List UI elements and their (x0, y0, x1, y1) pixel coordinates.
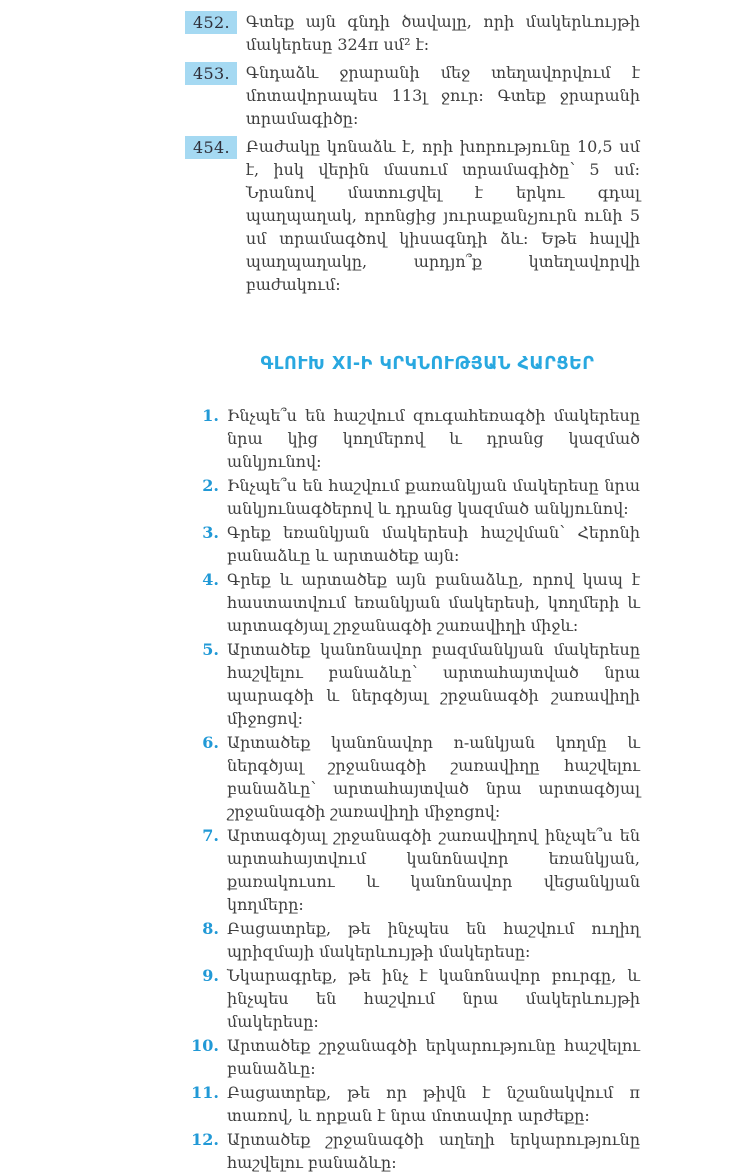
question-text: Բացատրեք, թե ինչպես են հաշվում ուղիղ պրիզմայի մակերևույթի մակերեսը: (227, 919, 640, 961)
question-text: Գրեք և արտածեք այն բանաձևը, որով կապ է հաստատվում եռանկյան մակերեսի, կողմերի և արտագծյալ շրջանագծի շառավիղի միջև: (227, 570, 640, 635)
question-number: 9. (202, 966, 219, 985)
question-item (185, 824, 640, 916)
question-item (185, 1081, 640, 1127)
question-text: Նկարագրեք, թե ինչ է կանոնավոր բուրգը, և ինչպես են հաշվում նրա մակերևույթի մակերեսը: (227, 966, 640, 1031)
problem-number-badge: 453. (185, 62, 237, 85)
question-text: Արտագծյալ շրջանագծի շառավիղով ինչպե՞ս են արտահայտվում կանոնավոր եռանկյան, քառակուսու և կանոնավոր վեցանկյան կողմերը: (227, 826, 640, 914)
question-text: Արտածեք շրջանագծի աղեղի երկարությունը հաշվելու բանաձևը: (227, 1130, 640, 1172)
question-item (185, 731, 640, 823)
problem-text: Բաժակը կոնաձև է, որի խորությունը 10,5 սմ է, իսկ վերին մասում տրամագիծը՝ 5 սմ: Նրանով մատուցվել է երկու գդալ պաղպաղակ, որոնցից յուրաքանչյուրն ունի 5 սմ տրամագծով կիսագնդի ձև: Եթե հալվի պաղպաղակը, արդյո՞ք կտեղավորվի բաժակում: (245, 137, 640, 294)
question-item (185, 521, 640, 567)
question-text: Գրեք եռանկյան մակերեսի հաշվման՝ Հերոնի բանաձևը և արտածեք այն: (227, 523, 640, 565)
review-question-list (185, 404, 640, 1174)
question-text: Արտածեք կանոնավոր բազմանկյան մակերեսը հաշվելու բանաձևը՝ արտահայտված նրա պարագծի և ներգծյալ շրջանագծի շառավիղի միջոցով: (227, 640, 640, 728)
question-item (185, 568, 640, 637)
question-number: 3. (202, 523, 219, 542)
problem-text: Գնդաձև ջրարանի մեջ տեղավորվում է մոտավորապես 113լ ջուր: Գտեք ջրարանի տրամագիծը: (245, 63, 640, 128)
question-text: Ինչպե՞ս են հաշվում քառանկյան մակերեսը նրա անկյունագծերով և դրանց կազմած անկյունով: (227, 476, 640, 518)
question-number: 11. (191, 1083, 219, 1102)
question-number: 2. (202, 476, 219, 495)
problem-number-badge: 454. (185, 136, 237, 159)
question-number: 10. (191, 1036, 219, 1055)
problem-item (185, 135, 640, 296)
question-item (185, 404, 640, 473)
question-number: 1. (202, 406, 219, 425)
question-item (185, 474, 640, 520)
question-item (185, 1128, 640, 1174)
problem-item (185, 10, 640, 56)
chapter-review-heading: ԳԼՈՒԽ XI-Ի ԿՐԿՆՈՒԹՅԱՆ ՀԱՐՑԵՐ (260, 354, 595, 374)
problem-list (185, 10, 640, 296)
problem-number-badge: 452. (185, 11, 237, 34)
question-item (185, 1034, 640, 1080)
question-text: Բացատրեք, թե որ թիվն է նշանակվում π տառով, և որքան է նրա մոտավոր արժեքը: (227, 1083, 640, 1125)
problem-text: Գտեք այն գնդի ծավալը, որի մակերևույթի մակերեսը 324π սմ² է: (245, 12, 640, 54)
question-number: 7. (202, 826, 219, 845)
question-number: 8. (202, 919, 219, 938)
question-number: 5. (202, 640, 219, 659)
problem-item (185, 61, 640, 130)
question-number: 6. (202, 733, 219, 752)
question-text: Ինչպե՞ս են հաշվում զուգահեռագծի մակերեսը նրա կից կողմերով և դրանց կազմած անկյունով: (227, 406, 640, 471)
question-item (185, 964, 640, 1033)
question-text: Արտածեք շրջանագծի երկարությունը հաշվելու բանաձևը: (227, 1036, 640, 1078)
question-item (185, 638, 640, 730)
question-number: 12. (191, 1130, 219, 1149)
question-item (185, 917, 640, 963)
question-number: 4. (202, 570, 219, 589)
question-text: Արտածեք կանոնավոր n-անկյան կողմը և ներգծյալ շրջանագծի շառավիղը հաշվելու բանաձևը՝ արտահայտված նրա արտագծյալ շրջանագծի շառավիղի միջոցով: (227, 733, 640, 821)
